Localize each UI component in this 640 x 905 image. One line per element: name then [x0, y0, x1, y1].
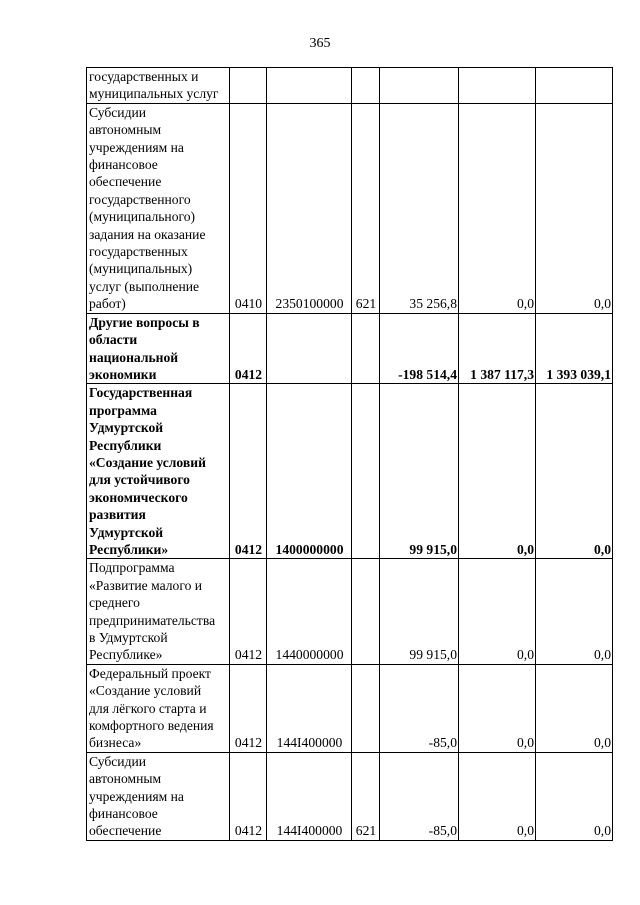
item-name-line: автономным: [89, 771, 162, 787]
target-article-cell: [267, 68, 352, 104]
amount-3-cell: 0,0: [536, 752, 613, 840]
table-row: [87, 664, 613, 752]
target-article-cell: 1440000000: [267, 559, 352, 664]
section-code-cell: 0410: [230, 103, 267, 313]
amount-1-cell: -198 514,4: [380, 313, 459, 384]
amount-2-cell: [459, 68, 536, 104]
item-name-line: программа: [89, 402, 157, 418]
table-row: [87, 103, 613, 313]
item-name-line: национальной: [89, 349, 179, 365]
item-name-line: комфортного ведения: [89, 718, 214, 734]
item-name-line: для устойчивого: [89, 472, 190, 488]
amount-3-cell: [536, 68, 613, 104]
item-name-line: для лёгкого старта и: [89, 700, 207, 716]
item-name-line: Республики: [89, 437, 162, 453]
amount-1-cell: 99 915,0: [380, 559, 459, 664]
target-article-cell: 144I400000: [267, 664, 352, 752]
item-name-line: государственного: [89, 191, 191, 207]
item-name-line: финансовое: [89, 157, 158, 173]
item-name-cell: [87, 752, 230, 840]
item-name-line: государственных и: [89, 69, 199, 84]
item-name-line: автономным: [89, 122, 162, 138]
expense-type-cell: [352, 664, 380, 752]
amount-2-cell: 1 387 117,3: [459, 313, 536, 384]
item-name-line: Субсидии: [89, 104, 147, 120]
amount-1-cell: 35 256,8: [380, 103, 459, 313]
item-name-line: Удмуртской: [89, 420, 164, 436]
item-name-line: задания на оказание: [89, 226, 206, 242]
table-body: [87, 68, 613, 841]
item-name-line: в Удмуртской: [89, 630, 168, 645]
item-name-line: Субсидии: [89, 753, 147, 769]
target-article-cell: 2350100000: [267, 103, 352, 313]
table-row: [87, 313, 613, 384]
amount-2-cell: 0,0: [459, 752, 536, 840]
expense-type-cell: [352, 313, 380, 384]
section-code-cell: 0412: [230, 384, 267, 559]
section-code-cell: 0412: [230, 559, 267, 664]
item-name-cell: [87, 313, 230, 384]
item-name-line: (муниципальных): [89, 261, 193, 277]
item-name-line: Республике»: [89, 647, 163, 663]
section-code-cell: [230, 68, 267, 104]
item-name-line: работ): [89, 296, 126, 312]
expense-type-cell: [352, 384, 380, 559]
item-name-line: «Развитие малого и: [89, 577, 203, 593]
expense-type-cell: [352, 68, 380, 104]
item-name-cell: [87, 68, 230, 104]
item-name-line: Другие вопросы в: [89, 314, 200, 330]
item-name-line: финансовое: [89, 806, 158, 822]
target-article-cell: 144I400000: [267, 752, 352, 840]
item-name-line: предпринимательства: [89, 612, 216, 628]
section-code-cell: 0412: [230, 313, 267, 384]
item-name-line: учреждениям на: [89, 788, 184, 804]
amount-2-cell: 0,0: [459, 664, 536, 752]
item-name-line: экономического: [89, 489, 188, 505]
amount-1-cell: 99 915,0: [380, 384, 459, 559]
item-name-line: бизнеса»: [89, 735, 142, 751]
target-article-cell: [267, 313, 352, 384]
item-name-cell: [87, 664, 230, 752]
table-row: [87, 384, 613, 559]
table-row: [87, 559, 613, 664]
amount-1-cell: [380, 68, 459, 104]
amount-1-cell: -85,0: [380, 664, 459, 752]
target-article-cell: 1400000000: [267, 384, 352, 559]
amount-1-cell: -85,0: [380, 752, 459, 840]
item-name-line: «Создание условий: [89, 683, 202, 699]
item-name-line: муниципальных услуг: [89, 86, 219, 102]
item-name-line: обеспечение: [89, 823, 162, 839]
item-name-line: области: [89, 332, 138, 348]
item-name-line: государственных: [89, 244, 188, 260]
amount-2-cell: 0,0: [459, 384, 536, 559]
amount-2-cell: 0,0: [459, 103, 536, 313]
expense-type-cell: 621: [352, 103, 380, 313]
item-name-line: Подпрограмма: [89, 560, 175, 576]
page-number: 365: [309, 36, 331, 51]
item-name-cell: [87, 384, 230, 559]
amount-3-cell: 1 393 039,1: [536, 313, 613, 384]
amount-3-cell: 0,0: [536, 384, 613, 559]
item-name-line: Федеральный проект: [89, 665, 211, 681]
item-name-line: развития: [89, 507, 146, 523]
item-name-line: Удмуртской: [89, 524, 164, 540]
expense-type-cell: 621: [352, 752, 380, 840]
amount-3-cell: 0,0: [536, 103, 613, 313]
item-name-line: услуг (выполнение: [89, 278, 200, 294]
amount-3-cell: 0,0: [536, 664, 613, 752]
amount-3-cell: 0,0: [536, 559, 613, 664]
item-name-line: среднего: [89, 595, 140, 611]
section-code-cell: 0412: [230, 664, 267, 752]
item-name-line: Государственная: [89, 385, 193, 401]
table-row: [87, 68, 613, 104]
item-name-line: экономики: [89, 366, 157, 382]
item-name-line: учреждениям на: [89, 139, 184, 155]
expense-type-cell: [352, 559, 380, 664]
budget-table: [86, 67, 613, 841]
amount-2-cell: 0,0: [459, 559, 536, 664]
item-name-line: (муниципального): [89, 209, 196, 225]
item-name-line: обеспечение: [89, 174, 162, 190]
item-name-cell: [87, 103, 230, 313]
item-name-line: «Создание условий: [89, 454, 206, 470]
item-name-line: Республики»: [89, 541, 169, 557]
item-name-cell: [87, 559, 230, 664]
table-row: [87, 752, 613, 840]
section-code-cell: 0412: [230, 752, 267, 840]
